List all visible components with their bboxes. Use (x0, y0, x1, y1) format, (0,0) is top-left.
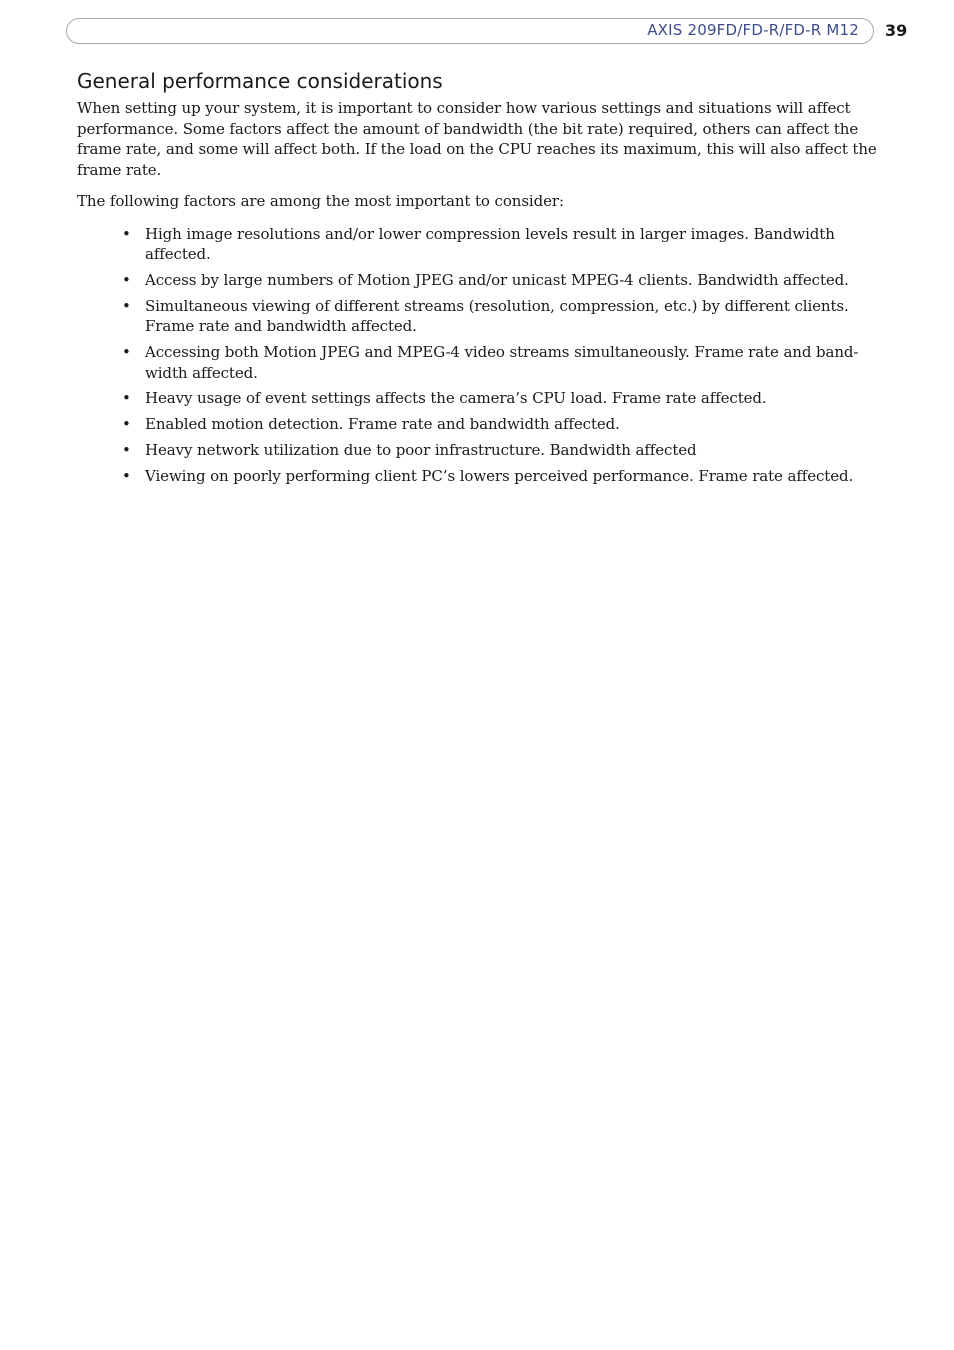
section-heading: General performance considerations (77, 69, 443, 93)
factors-list (77, 224, 877, 487)
bullet-icon: • (122, 296, 131, 315)
bullet-icon: • (122, 224, 131, 243)
list-item (77, 270, 877, 291)
list-item (77, 342, 877, 383)
list-item-text: Simultaneous viewing of different streams (resolution, compression, etc.) by different clients. Frame rate and bandwidth affected. (145, 296, 849, 336)
document-title: AXIS 209FD/FD-R/FD-R M12 (647, 21, 859, 39)
list-item (77, 440, 877, 461)
bullet-icon: • (122, 466, 131, 485)
intro-paragraph: When setting up your system, it is important to consider how various settings and situations will affect performance. Some factors affect the amount of bandwidth (the bit rate) required, others can affect the frame rate, and some will affect both. If the load on the CPU reaches its maximum, this will also affect the frame rate. (77, 99, 877, 180)
main-content (77, 67, 877, 491)
list-item (77, 466, 877, 487)
bullet-icon: • (122, 343, 131, 362)
page-number: 39 (885, 21, 908, 40)
list-item (77, 414, 877, 435)
running-header (66, 18, 874, 44)
bullet-icon: • (122, 389, 131, 408)
list-item-text: Heavy usage of event settings affects the camera’s CPU load. Frame rate affected. (145, 389, 767, 408)
list-item-text: Viewing on poorly performing client PC’s lowers perceived performance. Frame rate affected. (145, 466, 854, 485)
bullet-icon: • (122, 270, 131, 289)
bullet-icon: • (122, 415, 131, 434)
list-item-text: Heavy network utilization due to poor infrastructure. Bandwidth affected (145, 440, 697, 459)
list-item (77, 388, 877, 409)
list-item-text: Enabled motion detection. Frame rate and bandwidth affected. (145, 415, 620, 434)
list-item-text: High image resolutions and/or lower compression levels result in larger images. Bandwidth affected. (145, 224, 835, 264)
list-item-text: Access by large numbers of Motion JPEG and/or unicast MPEG-4 clients. Bandwidth affected. (145, 270, 849, 289)
list-item (77, 224, 877, 265)
lead-in-paragraph: The following factors are among the most important to consider: (77, 191, 564, 210)
list-item-text: Accessing both Motion JPEG and MPEG-4 video streams simultaneously. Frame rate and band-width affected. (145, 343, 859, 382)
bullet-icon: • (122, 440, 131, 459)
list-item (77, 296, 877, 337)
